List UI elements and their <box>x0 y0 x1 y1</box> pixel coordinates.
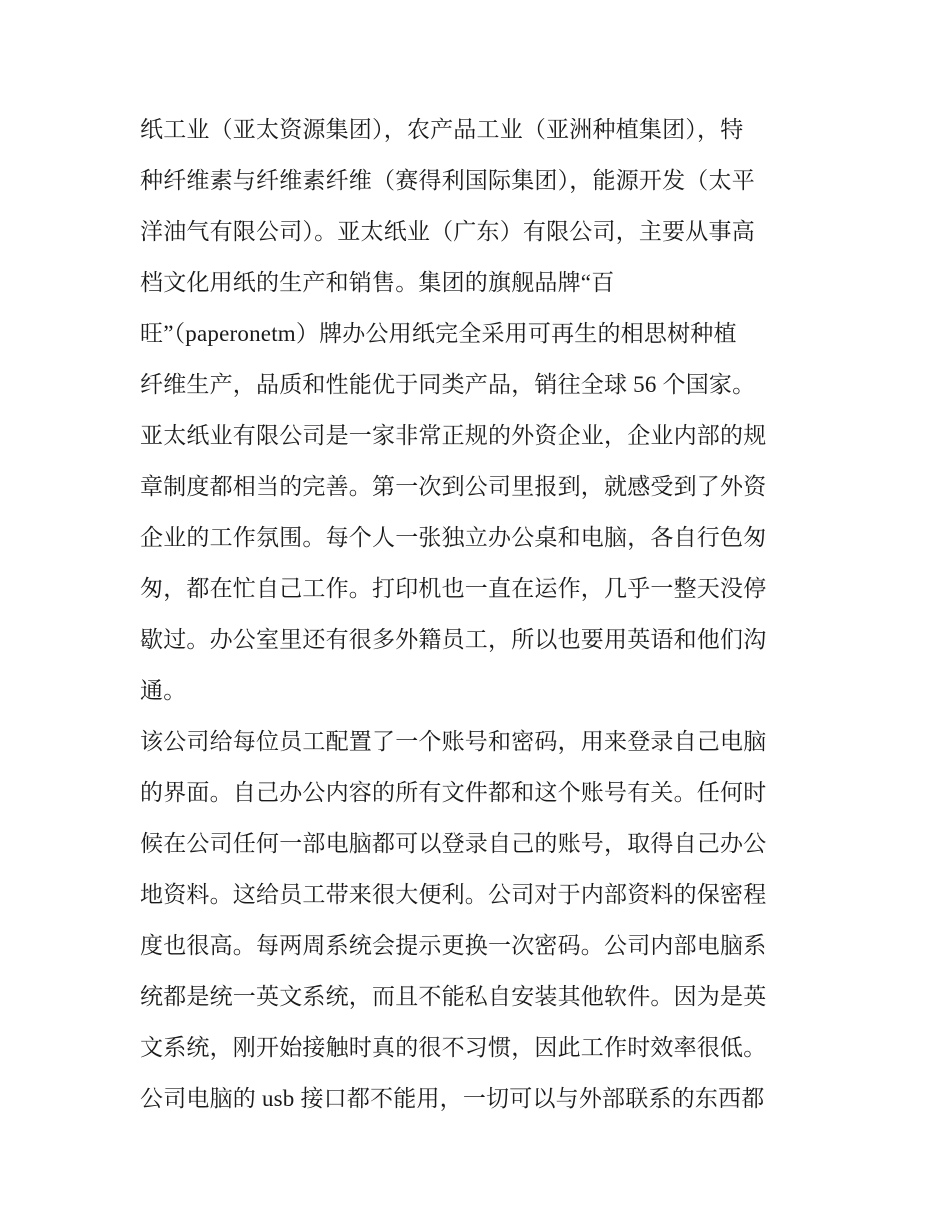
text-line: 旺”（paperonetm）牌办公用纸完全采用可再生的相思树种植 <box>140 321 737 346</box>
text-line: 企业的工作氛围。每个人一张独立办公桌和电脑，各自行色匆 <box>140 525 767 550</box>
text-line: 的界面。自己办公内容的所有文件都和这个账号有关。任何时 <box>140 780 767 805</box>
text-line: 候在公司任何一部电脑都可以登录自己的账号，取得自己办公 <box>140 831 767 856</box>
text-line: 通。 <box>140 678 187 703</box>
text-line: 亚太纸业有限公司是一家非常正规的外资企业，企业内部的规 <box>140 423 767 448</box>
text-line: 统都是统一英文系统，而且不能私自安装其他软件。因为是英 <box>140 984 767 1009</box>
text-line: 公司电脑的 usb 接口都不能用，一切可以与外部联系的东西都 <box>140 1086 765 1111</box>
text-line: 档文化用纸的生产和销售。集团的旗舰品牌“百 <box>140 270 615 295</box>
text-line: 文系统，刚开始接触时真的很不习惯，因此工作时效率很低。 <box>140 1035 767 1060</box>
document-body <box>140 104 812 1124</box>
text-line: 歇过。办公室里还有很多外籍员工，所以也要用英语和他们沟 <box>140 627 767 652</box>
text-line: 地资料。这给员工带来很大便利。公司对于内部资料的保密程 <box>140 882 767 907</box>
text-line: 匆，都在忙自己工作。打印机也一直在运作，几乎一整天没停 <box>140 576 767 601</box>
text-line: 种纤维素与纤维素纤维（赛得利国际集团），能源开发（太平 <box>140 168 755 193</box>
text-line: 纸工业（亚太资源集团），农产品工业（亚洲种植集团），特 <box>140 117 744 142</box>
text-line: 度也很高。每两周系统会提示更换一次密码。公司内部电脑系 <box>140 933 767 958</box>
text-line: 洋油气有限公司）。亚太纸业（广东）有限公司，主要从事高 <box>140 219 755 244</box>
text-line: 纤维生产，品质和性能优于同类产品，销往全球 56 个国家。 <box>140 372 756 397</box>
text-line: 该公司给每位员工配置了一个账号和密码，用来登录自己电脑 <box>140 729 767 754</box>
text-line: 章制度都相当的完善。第一次到公司里报到，就感受到了外资 <box>140 474 767 499</box>
